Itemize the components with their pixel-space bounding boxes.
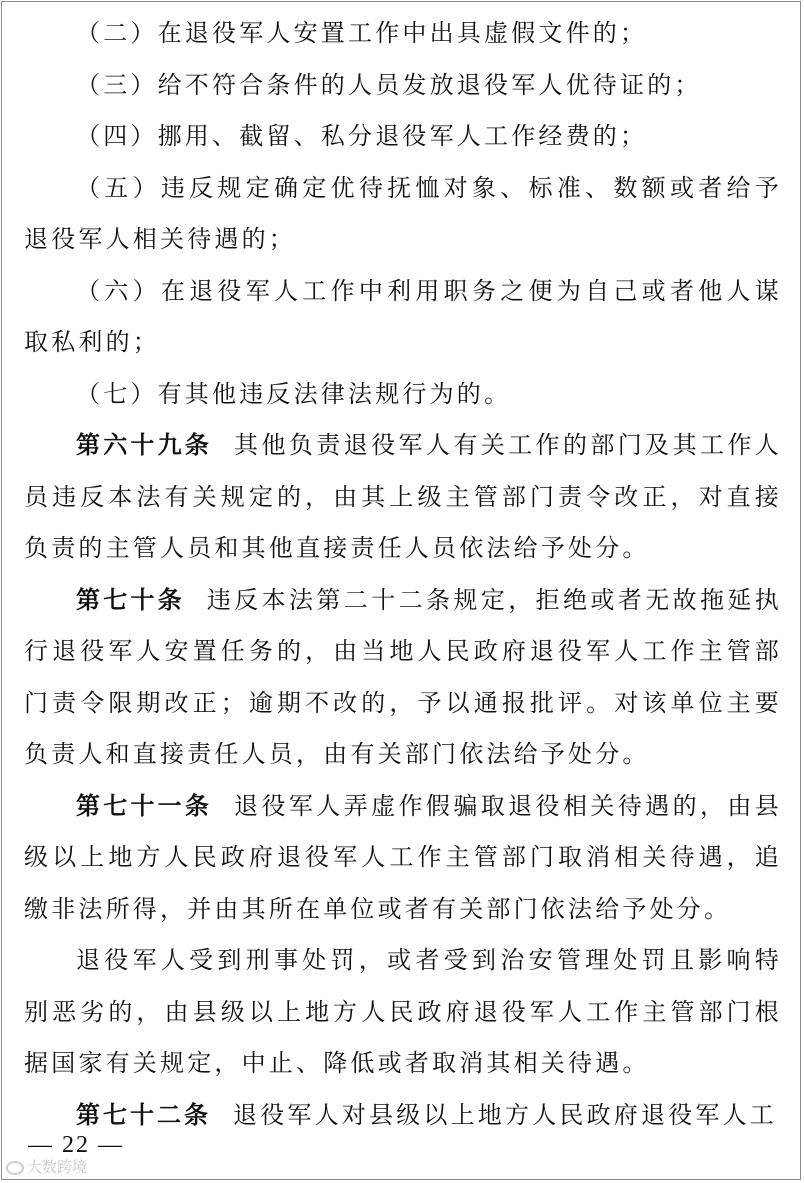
article-70-text: 违反本法第二十二条规定，拒绝或者无故拖延执行退役军人安置任务的，由当地人民政府退役军人工作主管部门责令限期改正；逾期不改的，予以通报批评。对该单位主要负责人和直接责任人员，由有关部门依法给予处分。: [24, 585, 783, 768]
clause-2: （二）在退役军人安置工作中出具虚假文件的；: [76, 19, 648, 47]
document-body: [24, 8, 782, 1141]
article-72-heading: 第七十二条: [76, 1100, 211, 1129]
article-72: [24, 1090, 782, 1142]
article-70-heading: 第七十条: [76, 585, 185, 614]
article-71-para-2: 退役军人受到刑事处罚，或者受到治安管理处罚且影响特别恶劣的，由县级以上地方人民政府退役军人工作主管部门根据国家有关规定，中止、降低或者取消其相关待遇。: [24, 946, 782, 1077]
article-69: [24, 420, 782, 575]
article-69-text: 其他负责退役军人有关工作的部门及其工作人员违反本法有关规定的，由其上级主管部门责令改正，对直接负责的主管人员和其他直接责任人员依法给予处分。: [24, 431, 783, 562]
page-number: — 22 —: [28, 1132, 124, 1158]
watermark: [6, 1156, 87, 1177]
clause-4: （四）挪用、截留、私分退役军人工作经费的；: [76, 122, 648, 150]
clause-3: （三）给不符合条件的人员发放退役军人优待证的；: [76, 70, 702, 99]
article-71-heading: 第七十一条: [76, 791, 213, 820]
article-71-text: 退役军人弄虚作假骗取退役相关待遇的，由县级以上地方人民政府退役军人工作主管部门取消相关待遇，追缴非法所得，并由其所在单位或者有关部门依法给予处分。: [24, 791, 783, 923]
article-71: [24, 781, 782, 936]
watermark-text: 大数跨境: [27, 1158, 88, 1176]
article-69-heading: 第六十九条: [76, 431, 213, 459]
clause-5: （五）违反规定确定优待抚恤对象、标准、数额或者给予退役军人相关待遇的；: [24, 173, 782, 253]
clause-7: （七）有其他违反法律法规行为的。: [76, 379, 512, 408]
watermark-logo-icon: [6, 1161, 24, 1175]
article-72-text: 退役军人对县级以上地方人民政府退役军人工: [233, 1100, 777, 1129]
clause-6: （六）在退役军人工作中利用职务之便为自己或者他人谋取私利的；: [24, 276, 782, 356]
article-70: [24, 575, 782, 781]
